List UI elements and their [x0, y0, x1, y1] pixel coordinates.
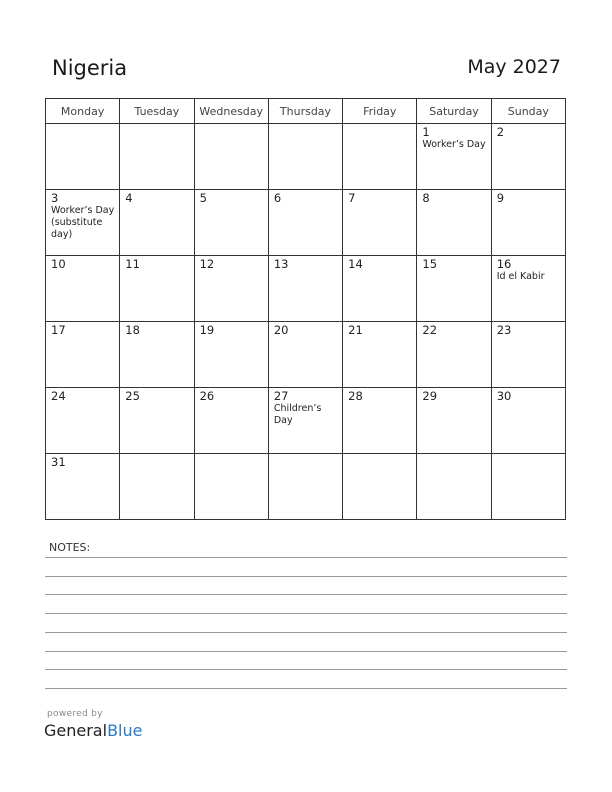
day-number: 10 [51, 257, 66, 271]
day-number: 28 [348, 389, 363, 403]
day-number: 20 [273, 323, 289, 337]
empty-day-cell [268, 124, 342, 190]
day-number: 27 [273, 389, 289, 403]
weekday-wednesday: Wednesday [194, 99, 268, 124]
day-number: 15 [422, 257, 438, 271]
day-number: 17 [51, 323, 66, 337]
day-cell [194, 388, 268, 454]
day-cell [491, 190, 565, 256]
month-year-title: May 2027 [467, 56, 561, 78]
weekday-header-row [46, 99, 566, 124]
day-cell [343, 388, 417, 454]
weekday-saturday: Saturday [417, 99, 491, 124]
day-cell [417, 388, 491, 454]
day-cell [120, 256, 194, 322]
day-cell [194, 190, 268, 256]
weekday-tuesday: Tuesday [120, 99, 194, 124]
day-number: 21 [348, 323, 363, 337]
notes-line [45, 651, 567, 652]
day-number: 9 [496, 191, 505, 205]
brand-blue: Blue [107, 721, 143, 740]
notes-label: NOTES: [49, 541, 91, 554]
empty-day-cell [120, 454, 194, 520]
day-number: 8 [422, 191, 430, 205]
notes-line [45, 688, 567, 689]
day-cell [120, 388, 194, 454]
country-title: Nigeria [52, 56, 128, 80]
day-number: 2 [496, 125, 505, 139]
day-number: 30 [496, 389, 512, 403]
day-number: 14 [348, 257, 363, 271]
empty-day-cell [417, 454, 491, 520]
notes-line [45, 576, 567, 577]
day-number: 26 [199, 389, 215, 403]
weekday-monday: Monday [46, 99, 120, 124]
week-row [46, 124, 566, 190]
day-number: 12 [199, 257, 215, 271]
weekday-friday: Friday [343, 99, 417, 124]
empty-day-cell [46, 124, 120, 190]
day-cell [417, 322, 491, 388]
calendar-grid [45, 98, 566, 520]
notes-line [45, 669, 567, 670]
day-number: 18 [125, 323, 140, 337]
day-number: 25 [125, 389, 140, 403]
day-cell [194, 322, 268, 388]
day-cell [491, 256, 565, 322]
day-cell [46, 190, 120, 256]
day-number: 16 [496, 257, 512, 271]
week-row [46, 388, 566, 454]
notes-line [45, 613, 567, 614]
day-number: 6 [273, 191, 282, 205]
powered-by-text: powered by [47, 709, 103, 719]
day-number: 22 [422, 323, 438, 337]
day-cell [46, 322, 120, 388]
day-cell [46, 256, 120, 322]
day-cell [491, 388, 565, 454]
day-number: 11 [125, 257, 140, 271]
day-cell [194, 256, 268, 322]
day-number: 23 [496, 323, 512, 337]
day-cell [417, 124, 491, 190]
empty-day-cell [194, 454, 268, 520]
day-number: 1 [422, 125, 430, 139]
day-number: 4 [125, 191, 133, 205]
day-cell [268, 388, 342, 454]
day-cell [417, 256, 491, 322]
notes-line [45, 557, 567, 558]
day-number: 31 [51, 455, 66, 469]
day-cell [46, 388, 120, 454]
day-cell [343, 322, 417, 388]
generalblue-logo[interactable] [44, 721, 142, 740]
day-number: 5 [199, 191, 207, 205]
notes-line [45, 632, 567, 633]
holiday-label: Worker’s Day (substitute day) [51, 205, 115, 240]
day-number: 24 [51, 389, 66, 403]
day-cell [120, 322, 194, 388]
week-row [46, 454, 566, 520]
notes-line [45, 594, 567, 595]
day-cell [268, 190, 342, 256]
day-cell [268, 322, 342, 388]
empty-day-cell [491, 454, 565, 520]
holiday-label: Id el Kabir [496, 271, 545, 282]
day-cell [491, 322, 565, 388]
week-row [46, 190, 566, 256]
day-cell [120, 190, 194, 256]
empty-day-cell [120, 124, 194, 190]
day-cell [491, 124, 565, 190]
day-number: 13 [273, 257, 289, 271]
weekday-thursday: Thursday [268, 99, 342, 124]
day-cell [417, 190, 491, 256]
day-number: 19 [199, 323, 215, 337]
brand-general: General [44, 721, 108, 740]
holiday-label: Worker’s Day [422, 139, 486, 150]
empty-day-cell [343, 454, 417, 520]
day-cell [343, 190, 417, 256]
empty-day-cell [268, 454, 342, 520]
empty-day-cell [194, 124, 268, 190]
day-cell [343, 256, 417, 322]
day-number: 3 [51, 191, 59, 205]
day-cell [46, 454, 120, 520]
day-number: 29 [422, 389, 438, 403]
week-row [46, 256, 566, 322]
weekday-sunday: Sunday [491, 99, 565, 124]
day-cell [268, 256, 342, 322]
week-row [46, 322, 566, 388]
day-number: 7 [348, 191, 356, 205]
empty-day-cell [343, 124, 417, 190]
holiday-label: Children’s Day [273, 403, 322, 426]
